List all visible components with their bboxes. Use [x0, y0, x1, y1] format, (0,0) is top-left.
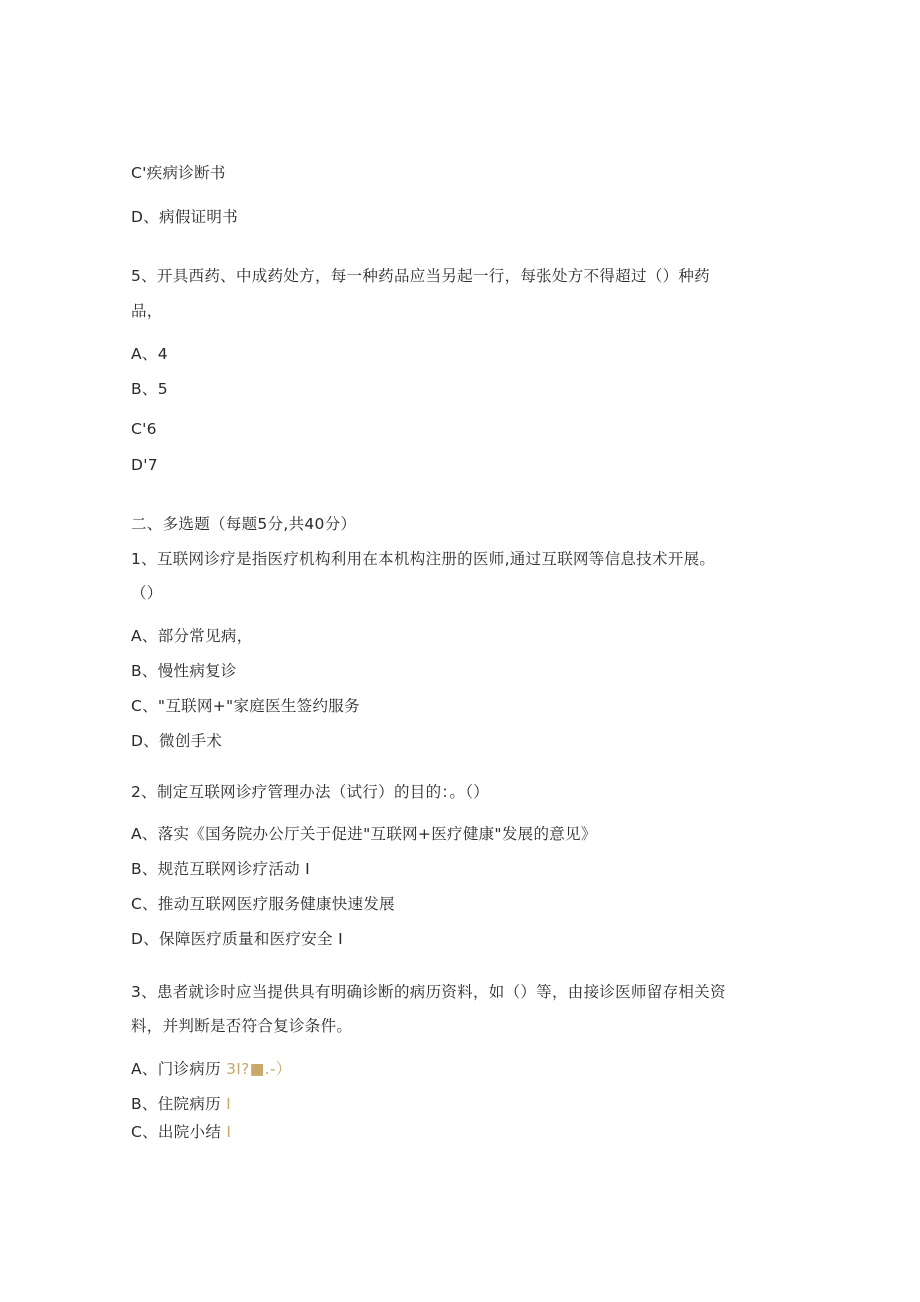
m3-option-a — [131, 1059, 292, 1079]
q5-option-b: B、5 — [131, 380, 168, 398]
m2-option-b: B、规范互联网诊疗活动 I — [131, 860, 311, 878]
m3-option-b-mark: I — [226, 1095, 232, 1113]
m1-stem-line1: 1、互联网诊疗是指医疗机构利用在本机构注册的医师,通过互联网等信息技术开展。 — [131, 550, 716, 568]
m1-stem-line2: （） — [131, 584, 163, 602]
q4-option-c: C'疾病诊断书 — [131, 164, 226, 182]
q4-option-d: D、病假证明书 — [131, 208, 239, 226]
m3-option-c-text: C、出院小结 — [131, 1123, 222, 1141]
m3-option-a-mark: 3I?■.-） — [226, 1060, 292, 1078]
m2-stem: 2、制定互联网诊疗管理办法（试行）的目的：。（） — [131, 783, 490, 801]
m3-option-b — [131, 1094, 231, 1114]
m3-stem-line2: 料，并判断是否符合复诊条件。 — [131, 1017, 353, 1035]
m2-option-c: C、推动互联网医疗服务健康快速发展 — [131, 895, 395, 913]
m3-option-c — [131, 1122, 231, 1142]
m3-option-b-text: B、住院病历 — [131, 1095, 221, 1113]
m1-option-a: A、部分常见病， — [131, 627, 253, 645]
q5-stem-line2: 品， — [131, 302, 163, 320]
q5-option-c: C'6 — [131, 420, 157, 438]
q5-stem-line1: 5、开具西药、中成药处方，每一种药品应当另起一行，每张处方不得超过（）种药 — [131, 267, 710, 285]
m2-option-a: A、落实《国务院办公厅关于促进"互联网+医疗健康"发展的意见》 — [131, 825, 597, 843]
m1-option-d: D、微创手术 — [131, 732, 223, 750]
m3-option-c-mark: I — [226, 1123, 232, 1141]
m1-option-c: C、"互联网+"家庭医生签约服务 — [131, 697, 360, 715]
m3-option-a-text: A、门诊病历 — [131, 1060, 221, 1078]
m3-stem-line1: 3、患者就诊时应当提供具有明确诊断的病历资料，如（）等，由接诊医师留存相关资 — [131, 983, 726, 1001]
q5-option-a: A、4 — [131, 345, 168, 363]
section-heading: 二、多选题（每题5分,共40分） — [131, 515, 357, 533]
m2-option-d: D、保障医疗质量和医疗安全 I — [131, 930, 343, 948]
m1-option-b: B、慢性病复诊 — [131, 662, 237, 680]
q5-option-d: D'7 — [131, 456, 158, 474]
